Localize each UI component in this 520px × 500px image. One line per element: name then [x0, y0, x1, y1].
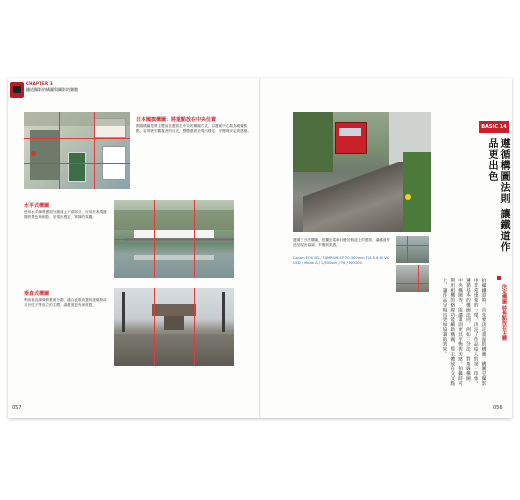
section2-text: 使用水平線將畫面分割成上下兩部分，可用於表現遼闊的景色與倒影，呈現出穩定、寧靜的氛圍。 [24, 210, 107, 220]
right-page [261, 78, 512, 418]
section2-title: 水平式構圖 [24, 203, 50, 209]
photo-caption: 遵循三分法構圖，拍攝出電車行駛於軌道上的畫面，讓鐵道作品呈現出協調、平衡與美感。 [293, 238, 391, 248]
main-train-photo [293, 112, 431, 232]
book-spread [8, 78, 512, 418]
station-photo [24, 112, 130, 189]
section1-title: 日本國旗構圖：將重點放在中央位置 [136, 117, 217, 123]
section3-text: 利用垂直線條將畫面分割，適合表現高聳的建築物或月台柱子等直立的主體，讓畫面更有深度感。 [24, 298, 107, 308]
exif-info: Canon EOS 5D / TAMRON SP 70-300mm F/4-5.6 Di VC USD / Mode A / 1/500sec / F8 / ISO100 [293, 256, 390, 266]
camera-icon [10, 82, 24, 98]
section-title: 遵循構圖法則 讓鐵道作品更出色 [486, 138, 509, 253]
section3-title: 垂直式構圖 [24, 291, 50, 297]
left-page-number: 057 [12, 405, 22, 411]
chapter-tag: CHAPTER 3 [26, 81, 53, 86]
tracks-photo [114, 288, 234, 366]
chapter-title: 鐵道攝影的構圖與攝影的樂趣 [26, 87, 78, 92]
bridge-photo [114, 200, 234, 278]
section1-text: 國旗構圖是將主體放在畫面正中央的構圖方式，以畫面中心做為視覺焦點，容易吸引觀賞者的目光，整體畫面呈現出穩定、平衡與安定的感覺。 [136, 124, 251, 134]
basic-label: BASIC 14 [479, 118, 509, 133]
subhead: 決定構圖 將焦點放在主體 [501, 284, 507, 341]
right-page-number: 056 [493, 405, 503, 411]
left-page [8, 78, 259, 418]
composition-example-1 [396, 236, 429, 263]
subhead-marker [497, 276, 501, 280]
body-text: 拍攝鐵道時，首先要決定畫面的構圖。構圖是攝影中非常重要的一環，決定了作品給人的第一印象。遵循基本的構圖法則，例如三分法、對角線構圖、中央構圖等，能讓畫面更具平衡與美感。拍攝時可利用相機的格線功能輔助構圖，將主體放在交叉點上，讓作品呈現出更加協調的效果。 [442, 278, 486, 386]
